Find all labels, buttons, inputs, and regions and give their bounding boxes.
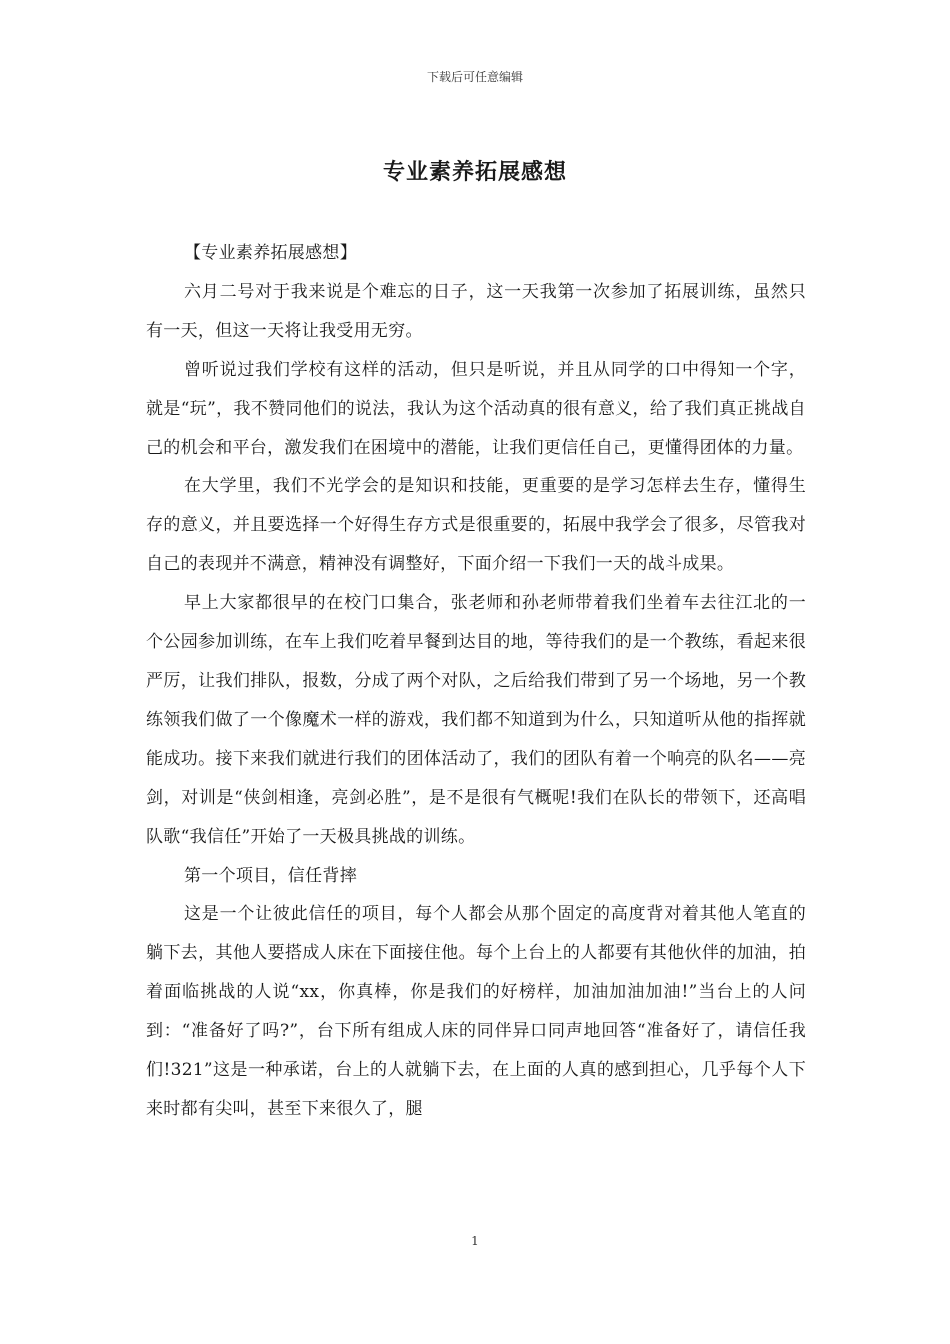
document-title: 专业素养拓展感想 [382, 159, 567, 185]
paragraph-subheading: 第一个项目，信任背摔 [184, 865, 357, 886]
paragraph: 这是一个让彼此信任的项目，每个人都会从那个固定的高度背对着其他人笔直的躺下去，其他人要搭成人床在下面接住他。每个上台上的人都要有其他伙伴的加油，拍着面临挑战的人说“xx，你真棒，你是我们的好榜样，加油加油加油!”当台上的人问到：“准备好了吗?”，台下所有组成人床的同伴异口同声地回答“准备好了，请信任我们!321”这是一种承诺，台上的人就躺下去，在上面的人真的感到担心，几乎每个人下来时都有尖叫，甚至下来很久了，腿 [146, 904, 806, 1119]
paragraph-heading: 【专业素养拓展感想】 [184, 243, 357, 263]
paragraph: 六月二号对于我来说是个难忘的日子，这一天我第一次参加了拓展训练，虽然只有一天，但这一天将让我受用无穷。 [146, 281, 806, 341]
paragraph: 早上大家都很早的在校门口集合，张老师和孙老师带着我们坐着车去往江北的一个公园参加训练，在车上我们吃着早餐到达目的地，等待我们的是一个教练，看起来很严厉，让我们排队，报数，分成了两个对队，之后给我们带到了另一个场地，另一个教练领我们做了一个像魔术一样的游戏，我们都不知道到为什么，只知道听从他的指挥就能成功。接下来我们就进行我们的团体活动了，我们的团队有着一个响亮的队名——亮剑，对训是“侠剑相逢，亮剑必胜”，是不是很有气概呢!我们在队长的带领下，还高唱队歌“我信任”开始了一天极具挑战的训练。 [146, 593, 806, 847]
document-body [146, 234, 806, 1129]
header-note: 下载后可任意编辑 [426, 70, 523, 84]
paragraph: 曾听说过我们学校有这样的活动，但只是听说，并且从同学的口中得知一个字，就是“玩”，我不赞同他们的说法，我认为这个活动真的很有意义，给了我们真正挑战自己的机会和平台，激发我们在困境中的潜能，让我们更信任自己，更懂得团体的力量。 [146, 359, 806, 458]
page-number: 1 [471, 1234, 479, 1248]
paragraph: 在大学里，我们不光学会的是知识和技能，更重要的是学习怎样去生存，懂得生存的意义，并且要选择一个好得生存方式是很重要的，拓展中我学会了很多，尽管我对自己的表现并不满意，精神没有调整好，下面介绍一下我们一天的战斗成果。 [146, 476, 806, 575]
